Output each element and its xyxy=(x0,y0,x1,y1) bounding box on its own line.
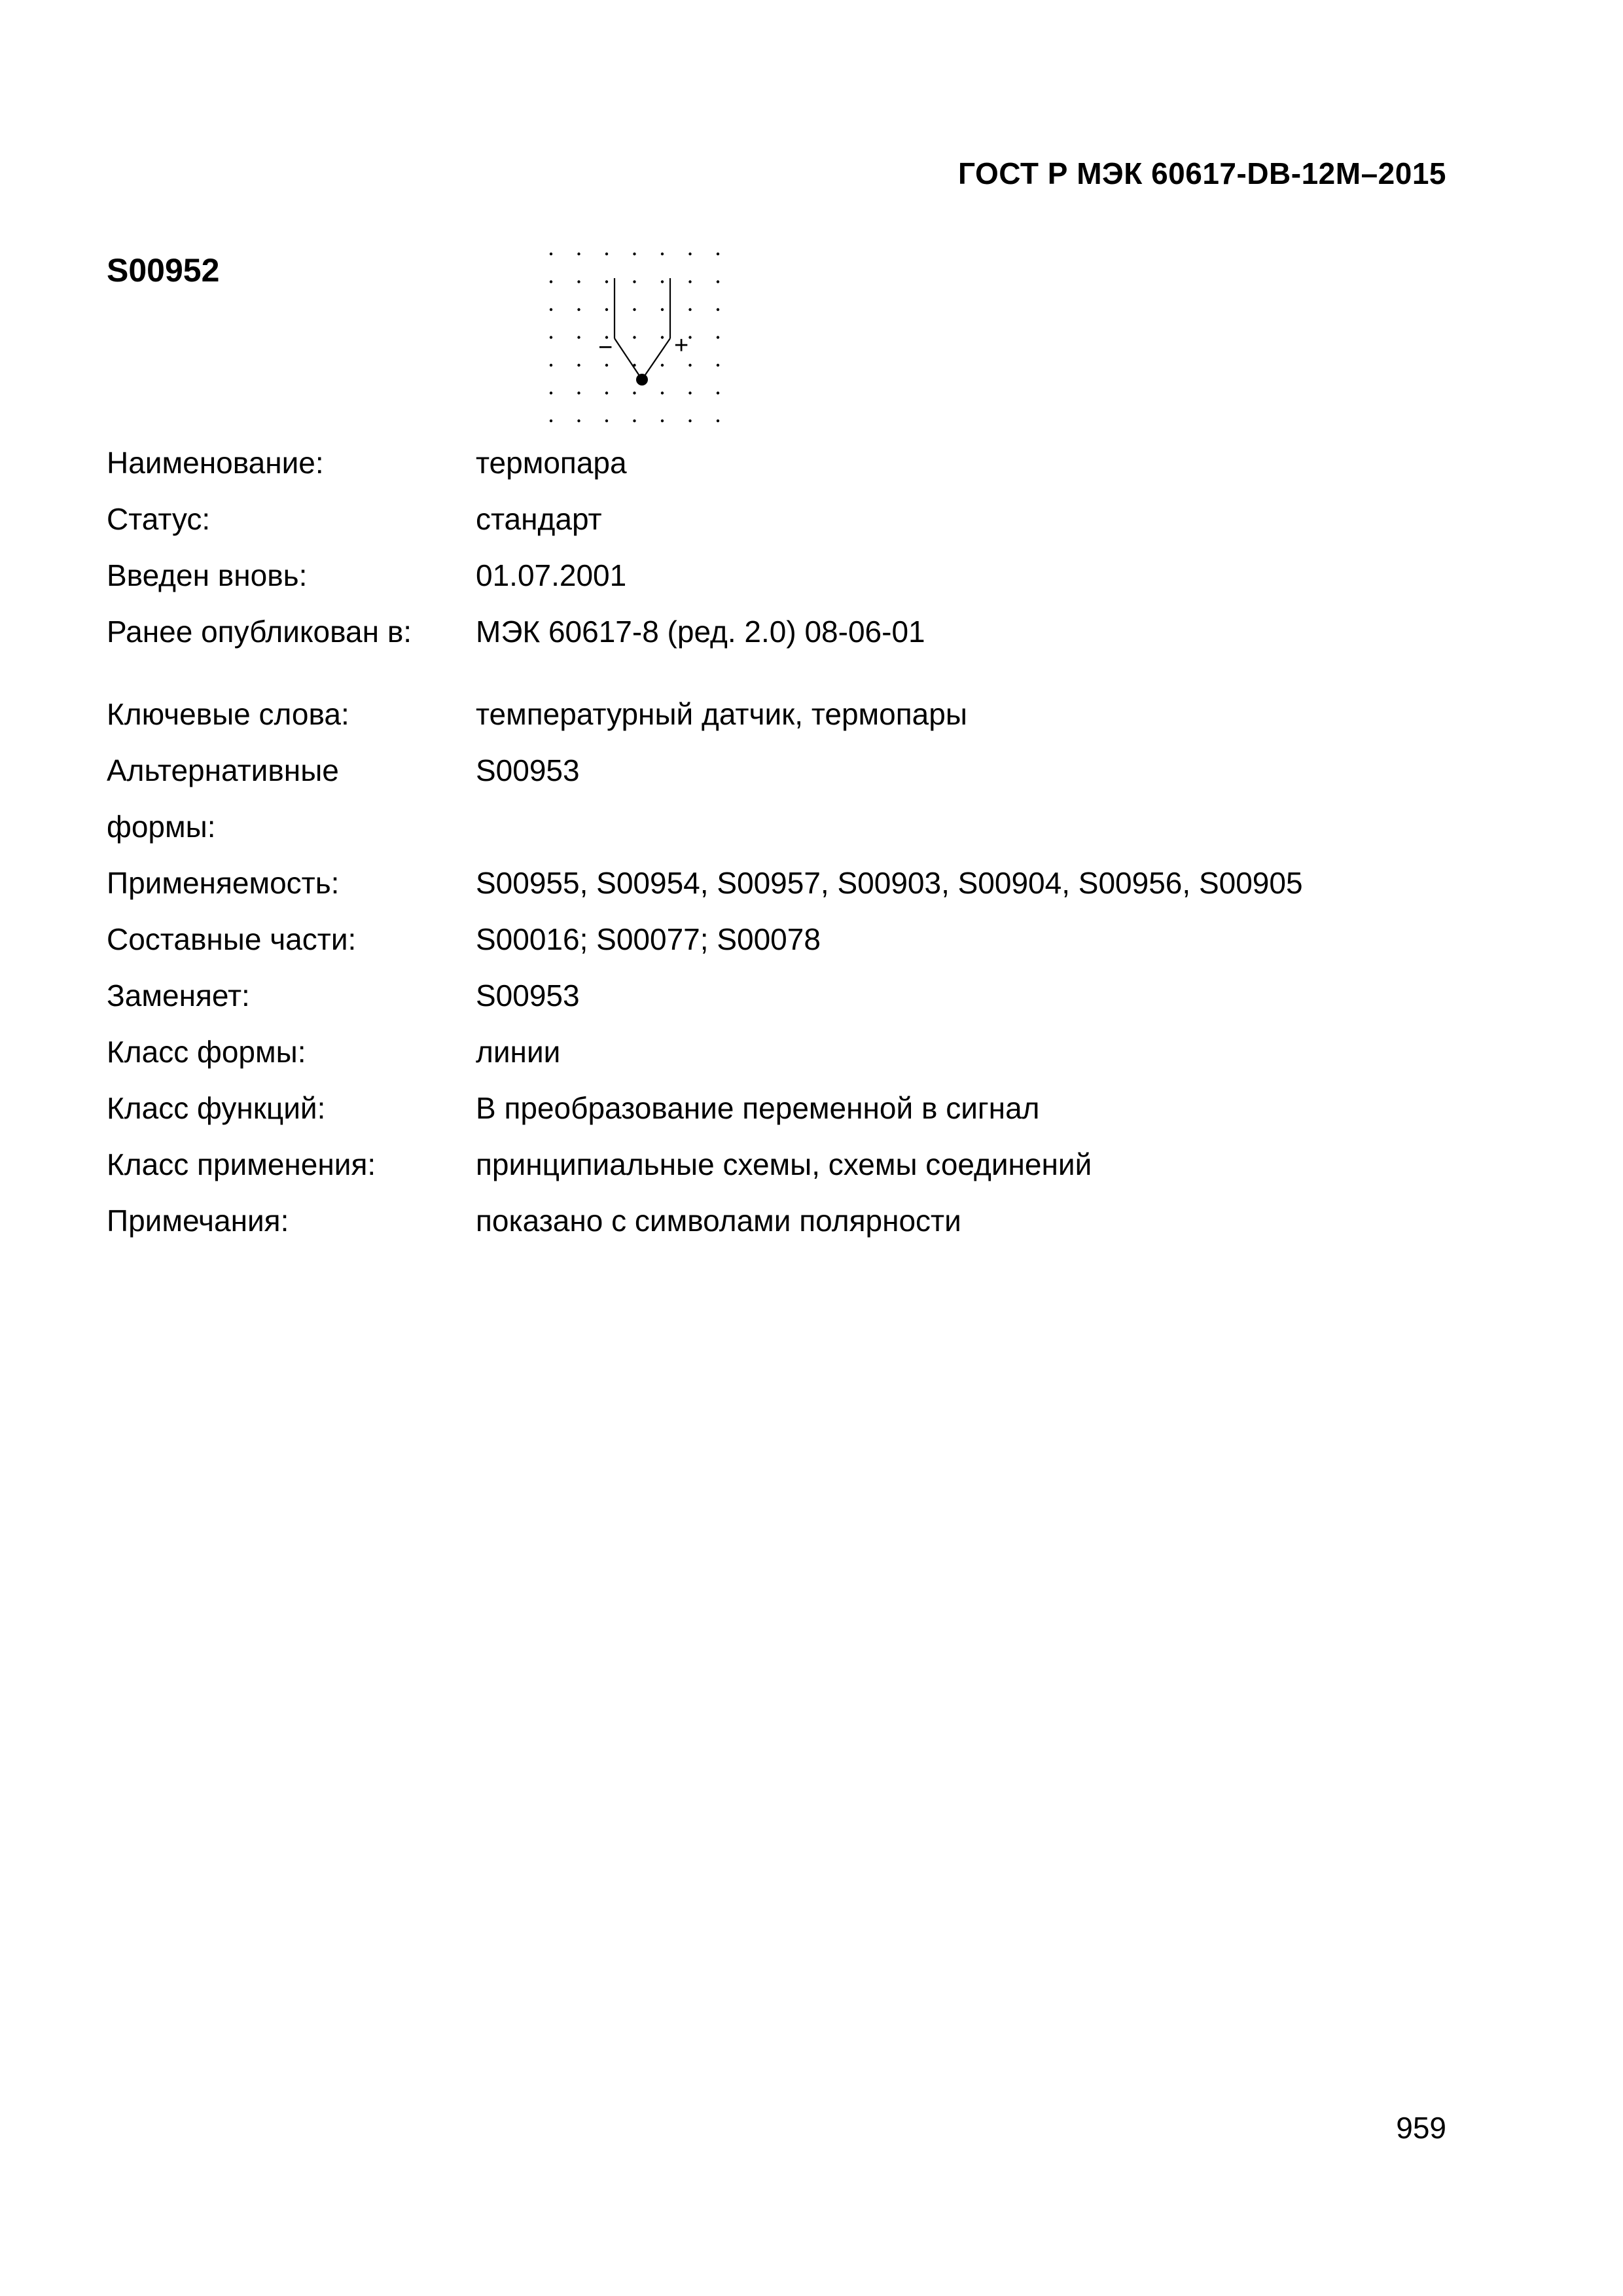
grid-dot xyxy=(633,308,635,311)
property-label: Применяемость: xyxy=(107,866,340,900)
grid-dot xyxy=(717,391,719,394)
property-value: стандарт xyxy=(476,502,602,536)
grid-dot xyxy=(661,420,664,422)
property-label: Альтернативные формы: xyxy=(107,753,339,844)
grid-dot xyxy=(605,280,608,283)
property-label: Класс функций: xyxy=(107,1091,326,1125)
grid-dot xyxy=(688,308,691,311)
property-label: Класс применения: xyxy=(107,1147,376,1181)
property-row xyxy=(107,491,1481,547)
grid-dot xyxy=(661,391,664,394)
grid-dot xyxy=(605,391,608,394)
minus-sign: − xyxy=(598,334,613,361)
property-row xyxy=(107,1136,1481,1193)
negative-junction-line xyxy=(615,338,642,380)
grid-dot xyxy=(661,308,664,311)
grid-dot xyxy=(688,280,691,283)
grid-dot xyxy=(661,364,664,367)
grid-dot xyxy=(688,336,691,338)
grid-dot xyxy=(688,420,691,422)
property-row xyxy=(107,911,1481,967)
property-label: Ключевые слова: xyxy=(107,697,349,731)
grid-dot xyxy=(550,336,552,338)
grid-dot xyxy=(717,253,719,255)
thermocouple-symbol-icon xyxy=(546,249,729,432)
grid-dot xyxy=(717,364,719,367)
grid-dots xyxy=(550,253,719,422)
grid-dot xyxy=(661,336,664,338)
property-value: линии xyxy=(476,1035,561,1069)
grid-dot xyxy=(550,391,552,394)
plus-sign: + xyxy=(674,332,689,359)
grid-dot xyxy=(550,280,552,283)
property-row xyxy=(107,686,1481,742)
symbol-code: S00952 xyxy=(107,252,220,289)
grid-dot xyxy=(550,420,552,422)
property-row xyxy=(107,742,1481,855)
property-label: Класс формы: xyxy=(107,1035,306,1069)
grid-dot xyxy=(633,420,635,422)
property-value: принципиальные схемы, схемы соединений xyxy=(476,1147,1092,1181)
grid-dot xyxy=(633,253,635,255)
positive-junction-line xyxy=(642,338,670,380)
grid-dot xyxy=(550,364,552,367)
grid-dot xyxy=(605,364,608,367)
property-row xyxy=(107,1024,1481,1080)
grid-dot xyxy=(717,308,719,311)
property-value: 01.07.2001 xyxy=(476,558,627,592)
grid-dot xyxy=(577,336,580,338)
property-value: показано с символами полярности xyxy=(476,1204,961,1238)
grid-dot xyxy=(605,308,608,311)
grid-dot xyxy=(605,420,608,422)
grid-dot xyxy=(633,336,635,338)
grid-dot xyxy=(688,253,691,255)
property-row xyxy=(107,547,1481,603)
grid-dot xyxy=(633,391,635,394)
property-label: Статус: xyxy=(107,502,211,536)
grid-dot xyxy=(605,253,608,255)
grid-dot xyxy=(661,280,664,283)
property-value: S00955, S00954, S00957, S00903, S00904, S00956, S00905 xyxy=(476,866,1303,900)
property-value: S00953 xyxy=(476,753,580,787)
grid-dot xyxy=(688,391,691,394)
property-label: Примечания: xyxy=(107,1204,289,1238)
property-row xyxy=(107,435,1481,491)
grid-dot xyxy=(577,253,580,255)
property-label: Ранее опубликован в: xyxy=(107,615,412,649)
symbol-properties xyxy=(107,435,1481,1249)
property-row xyxy=(107,1193,1481,1249)
property-row xyxy=(107,967,1481,1024)
document-standard-header: ГОСТ Р МЭК 60617-DB-12M–2015 xyxy=(958,156,1446,190)
property-row xyxy=(107,603,1481,660)
grid-dot xyxy=(577,280,580,283)
grid-dot xyxy=(577,364,580,367)
property-label: Наименование: xyxy=(107,446,324,480)
property-label: Заменяет: xyxy=(107,978,250,1013)
page-number: 959 xyxy=(1396,2111,1446,2145)
grid-dot xyxy=(717,336,719,338)
grid-dot xyxy=(550,308,552,311)
grid-dot xyxy=(717,280,719,283)
junction-dot xyxy=(636,374,648,386)
property-label: Составные части: xyxy=(107,922,357,956)
property-value: термопара xyxy=(476,446,627,480)
property-value: S00016; S00077; S00078 xyxy=(476,922,821,956)
grid-dot xyxy=(717,420,719,422)
property-value: МЭК 60617-8 (ред. 2.0) 08-06-01 xyxy=(476,615,925,649)
grid-dot xyxy=(550,253,552,255)
property-label: Введен вновь: xyxy=(107,558,308,592)
grid-dot xyxy=(661,253,664,255)
grid-dot xyxy=(577,308,580,311)
property-value: S00953 xyxy=(476,978,580,1013)
property-row xyxy=(107,855,1481,911)
property-row xyxy=(107,1080,1481,1136)
property-value: температурный датчик, термопары xyxy=(476,697,967,731)
property-value: B преобразование переменной в сигнал xyxy=(476,1091,1040,1125)
grid-dot xyxy=(633,280,635,283)
grid-dot xyxy=(688,364,691,367)
grid-dot xyxy=(577,391,580,394)
grid-dot xyxy=(577,420,580,422)
